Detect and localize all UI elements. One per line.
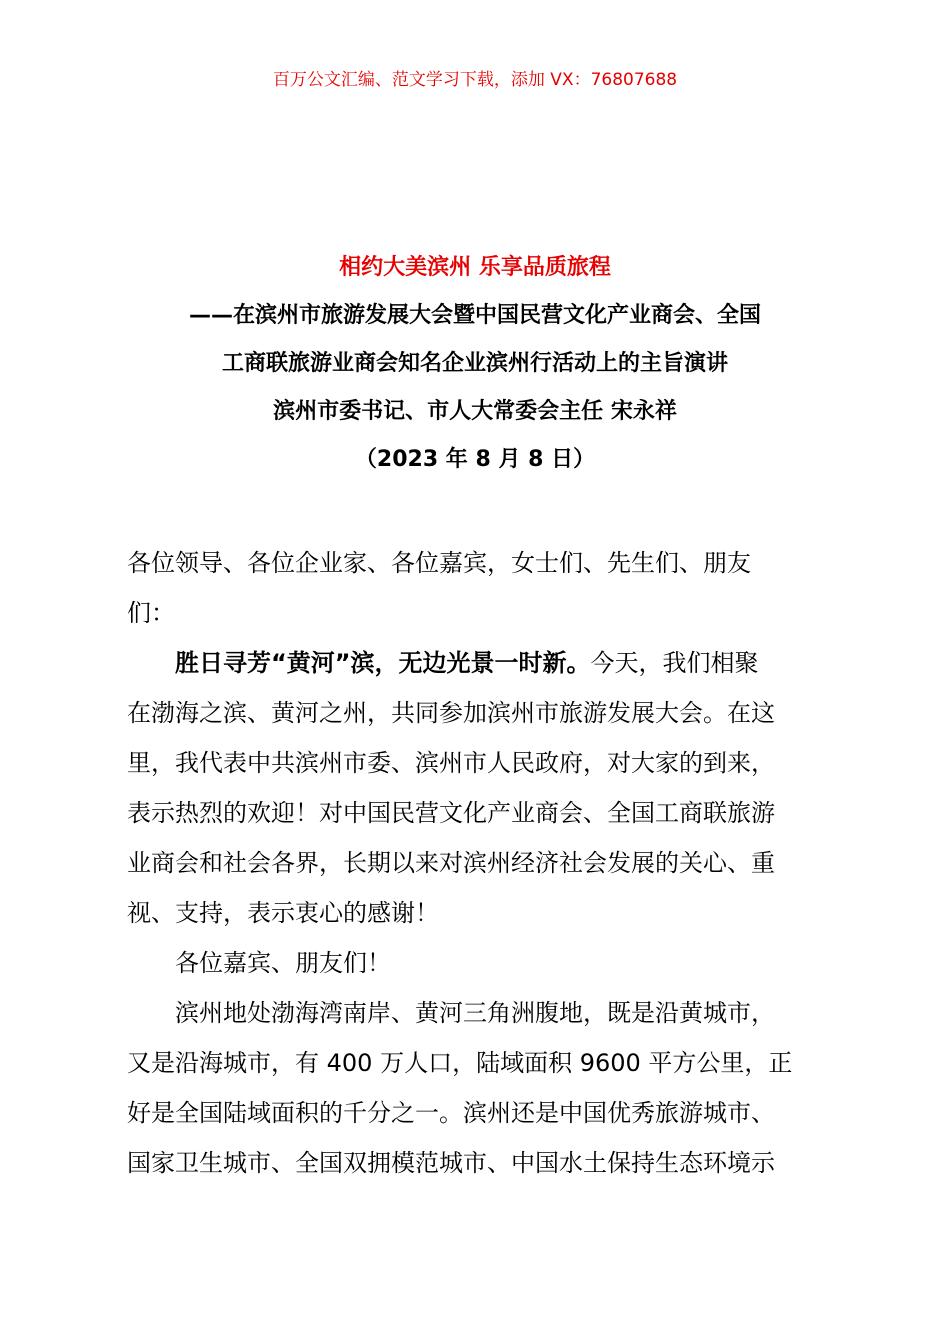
paragraph-3-line-2: 又是沿海城市，有 400 万人口，陆域面积 9600 平方公里，正 [127,1049,793,1077]
paragraph-1-line-4: 表示热烈的欢迎！对中国民营文化产业商会、全国工商联旅游 [127,799,775,827]
subtitle-line-2: 工商联旅游业商会知名企业滨州行活动上的主旨演讲 [221,351,728,376]
paragraph-2: 各位嘉宾、朋友们！ [175,949,391,977]
subtitle-line-1: ——在滨州市旅游发展大会暨中国民营文化产业商会、全国 [188,303,761,328]
paragraph-1-line-1 [127,638,827,688]
paragraph-3-line-3: 好是全国陆域面积的千分之一。滨州还是中国优秀旅游城市、 [127,1099,775,1127]
paragraph-1-lead: 胜日寻芳“黄河”滨，无边光景一时新。 [175,649,591,677]
paragraph-3-line-4: 国家卫生城市、全国双拥模范城市、中国水土保持生态环境示 [127,1149,775,1177]
paragraph-1-line-2: 在渤海之滨、黄河之州，共同参加滨州市旅游发展大会。在这 [127,699,775,727]
speech-body [127,538,827,1188]
greeting-line-2: 们： [127,599,175,627]
paragraph-1-line-6: 视、支持，表示衷心的感谢！ [127,899,439,927]
page-title: 相约大美滨州 乐享品质旅程 [339,255,611,280]
greeting-line-1: 各位领导、各位企业家、各位嘉宾，女士们、先生们、朋友 [127,549,751,577]
paragraph-3-line-1: 滨州地处渤海湾南岸、黄河三角洲腹地，既是沿黄城市， [175,999,775,1027]
date-line: （2023 年 8 月 8 日） [354,447,596,472]
paragraph-1-line-1-rest: 今天，我们相聚 [590,649,759,677]
paragraph-1-line-5: 业商会和社会各界，长期以来对滨州经济社会发展的关心、重 [127,849,775,877]
title-block [0,244,950,484]
paragraph-1-line-3: 里，我代表中共滨州市委、滨州市人民政府，对大家的到来， [127,749,775,777]
speaker-line: 滨州市委书记、市人大常委会主任 宋永祥 [273,399,677,424]
header-note: 百万公文汇编、范文学习下载，添加 VX：76807688 [272,70,678,90]
